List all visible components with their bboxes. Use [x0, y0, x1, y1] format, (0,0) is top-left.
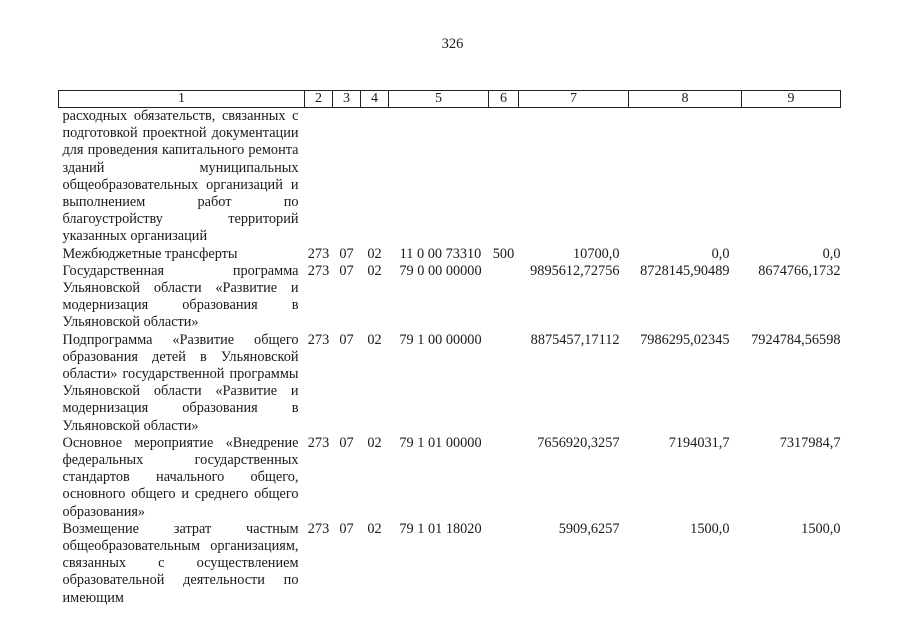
- row-subsection-code: 02: [367, 262, 382, 279]
- row-target-article: [389, 108, 489, 246]
- row-subsection-code: 02: [367, 434, 382, 451]
- table-row: [59, 108, 841, 246]
- column-header-6: 6: [489, 91, 519, 108]
- row-ministry-code: [305, 108, 333, 246]
- row-amount-col9: [742, 108, 841, 246]
- row-expense-type: 500: [492, 245, 515, 262]
- row-description: Подпрограмма «Развитие общего образования детей в Ульяновской области» государственной программы Ульяновской области «Развитие и модернизация образования в Ульяновской области»: [62, 331, 299, 434]
- row-amount-col7: 5909,6257: [558, 520, 620, 537]
- row-description: Межбюджетные трансферты: [62, 245, 238, 262]
- column-header-2: 2: [305, 91, 333, 108]
- row-amount-col9: 0,0: [822, 245, 841, 262]
- row-target-article: 79 1 00 00000: [399, 331, 482, 348]
- row-amount-col7: 7656920,3257: [537, 434, 620, 451]
- row-ministry-code: 273: [307, 434, 330, 451]
- row-description: Государственная программа Ульяновской области «Развитие и модернизация образования в Ульяновской области»: [62, 262, 299, 331]
- row-section-code: 07: [339, 262, 354, 279]
- row-target-article: 79 1 01 18020: [399, 520, 482, 537]
- row-amount-col7: 10700,0: [573, 245, 620, 262]
- row-description: расходных обязательств, связанных с подготовкой проектной документации для проведения капитального ремонта зданий муниципальных общеобразовательных организаций и выполнением работ по благоустройству территорий указанных организаций: [62, 108, 299, 245]
- column-header-4: 4: [361, 91, 389, 108]
- column-header-8: 8: [629, 91, 742, 108]
- row-description: Возмещение затрат частным общеобразовательным организациям, связанных с осуществлением образовательной деятельности по имеющим: [62, 520, 299, 606]
- row-amount-col7: 9895612,72756: [530, 262, 620, 279]
- column-header-5: 5: [389, 91, 489, 108]
- row-amount-col7: [519, 108, 629, 246]
- row-amount-col8: 7194031,7: [668, 434, 730, 451]
- row-target-article: 79 0 00 00000: [399, 262, 482, 279]
- row-expense-type: [489, 332, 519, 435]
- column-header-3: 3: [333, 91, 361, 108]
- row-amount-col9: 7317984,7: [779, 434, 841, 451]
- row-target-article: 11 0 00 73310: [399, 245, 482, 262]
- row-amount-col7: 8875457,17112: [530, 331, 620, 348]
- row-amount-col9: 1500,0: [801, 520, 841, 537]
- row-section-code: 07: [339, 520, 354, 537]
- row-expense-type: [489, 435, 519, 521]
- row-amount-col8: 0,0: [711, 245, 730, 262]
- page-number: 326: [441, 36, 464, 52]
- column-header-1: 1: [59, 91, 305, 108]
- row-amount-col9: 8674766,1732: [758, 262, 841, 279]
- row-subsection-code: 02: [367, 331, 382, 348]
- row-section-code: 07: [339, 434, 354, 451]
- row-expense-type: [489, 521, 519, 607]
- row-ministry-code: 273: [307, 520, 330, 537]
- table-row: [59, 332, 841, 435]
- row-section-code: 07: [339, 331, 354, 348]
- row-description: Основное мероприятие «Внедрение федеральных государственных стандартов начального общего, основного общего и среднего общего образования»: [62, 434, 299, 520]
- row-ministry-code: 273: [307, 245, 330, 262]
- row-ministry-code: 273: [307, 331, 330, 348]
- table-row: [59, 246, 841, 263]
- column-header-9: 9: [742, 91, 841, 108]
- row-section-code: 07: [339, 245, 354, 262]
- column-header-7: 7: [519, 91, 629, 108]
- table-row: [59, 263, 841, 332]
- row-section-code: [333, 108, 361, 246]
- row-amount-col8: 1500,0: [690, 520, 730, 537]
- row-subsection-code: 02: [367, 520, 382, 537]
- budget-table: [58, 90, 841, 607]
- row-amount-col8: 8728145,90489: [640, 262, 730, 279]
- table-row: [59, 521, 841, 607]
- row-ministry-code: 273: [307, 262, 330, 279]
- row-target-article: 79 1 01 00000: [399, 434, 482, 451]
- table-header-row: [59, 91, 841, 108]
- row-amount-col8: [629, 108, 742, 246]
- row-amount-col8: 7986295,02345: [640, 331, 730, 348]
- row-expense-type: [489, 263, 519, 332]
- table-row: [59, 435, 841, 521]
- row-subsection-code: 02: [367, 245, 382, 262]
- row-expense-type: [489, 108, 519, 246]
- row-subsection-code: [361, 108, 389, 246]
- row-amount-col9: 7924784,56598: [751, 331, 841, 348]
